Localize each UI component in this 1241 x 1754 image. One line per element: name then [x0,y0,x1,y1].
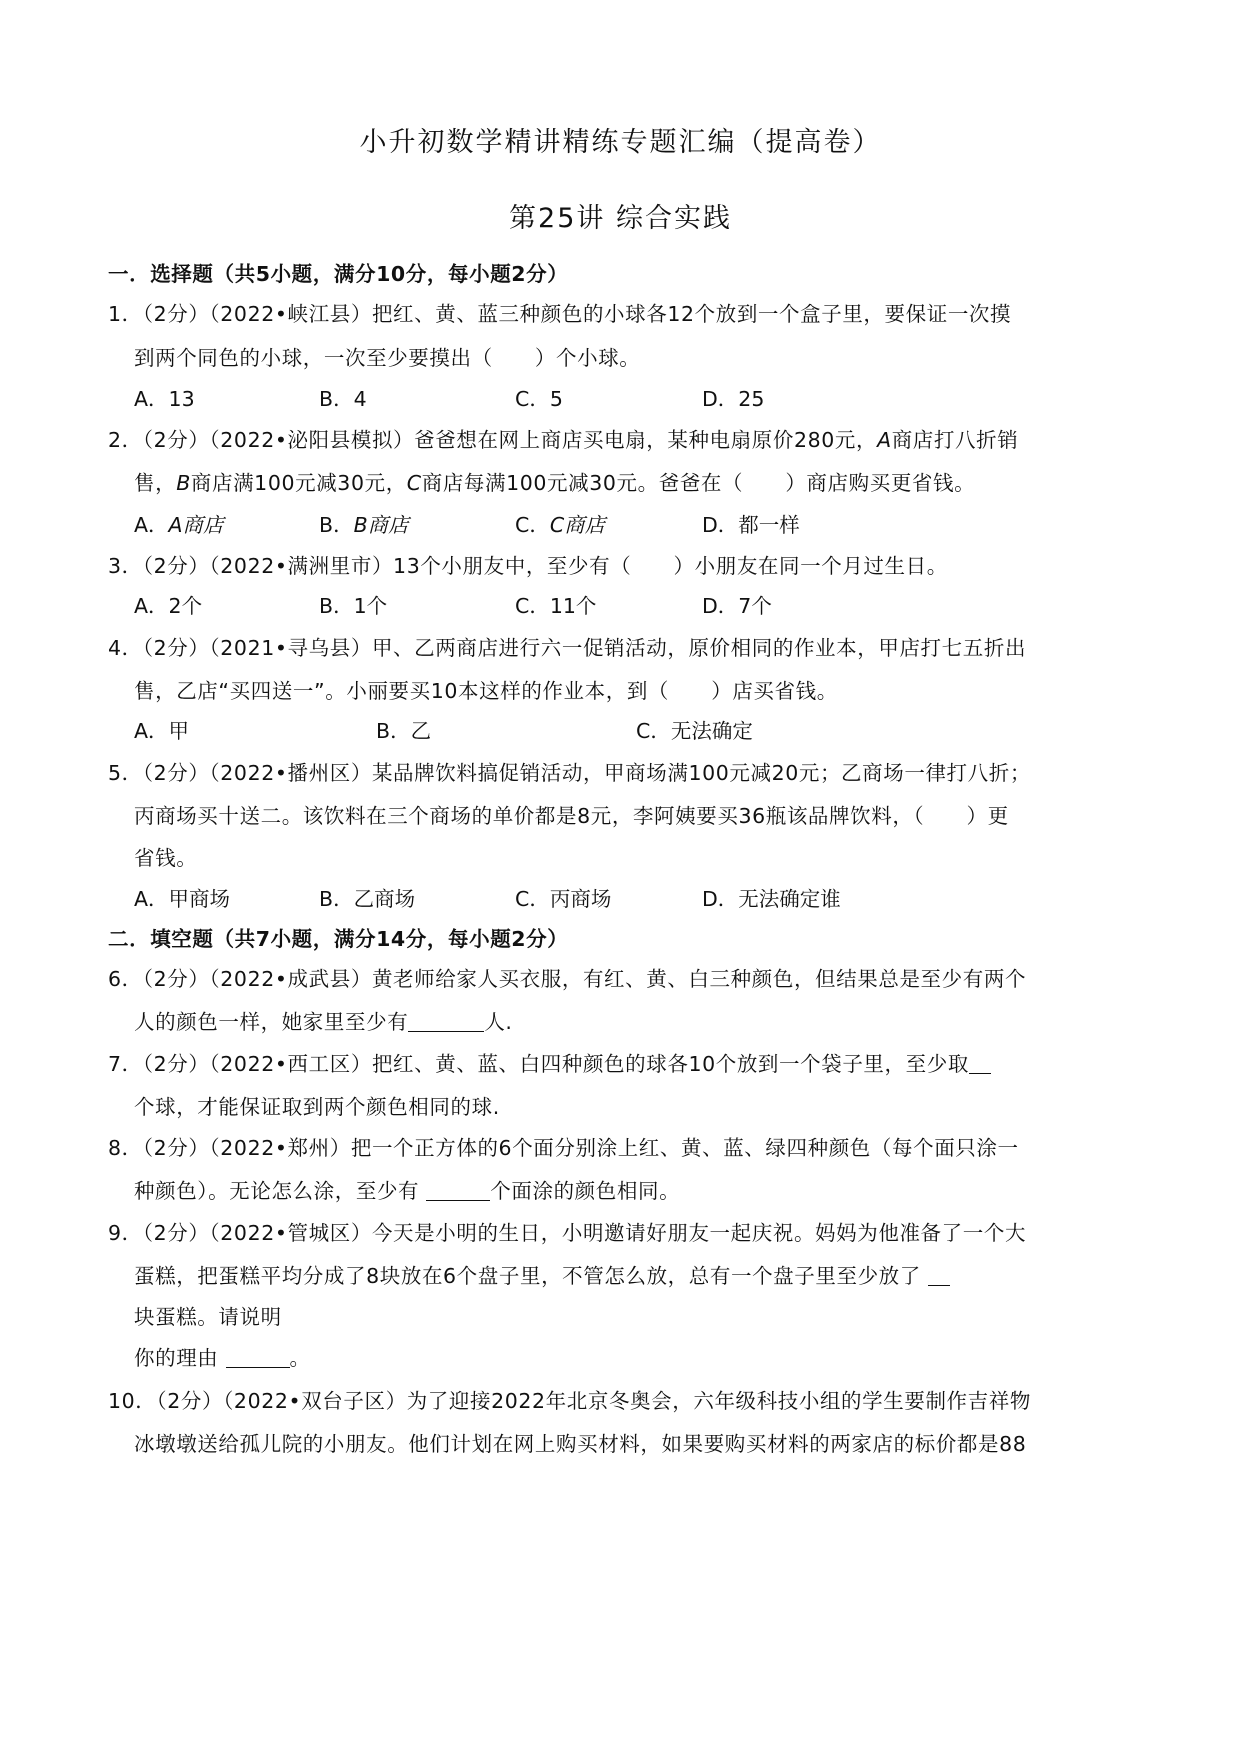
section-heading-fill: 二．填空题（共7小题，满分14分，每小题2分） [108,927,569,951]
q7-line-1-text: 7．（2分）（2022•西工区）把红、黄、蓝、白四种颜色的球各10个放到一个袋子里，至少取 [108,1052,969,1076]
q2-line-2-start: 售， [134,471,177,495]
q8-line-1: 8．（2分）（2022•郑州）把一个正方体的6个面分别涂上红、黄、蓝、绿四种颜色（每个面只涂一 [108,1136,1019,1160]
q4-line-1: 4．（2分）（2021•寻乌县）甲、乙两商店进行六一促销活动，原价相同的作业本，甲店打七五折出 [108,636,1027,660]
q1-option-b: B．4 [319,387,367,411]
q8-line-2 [134,1174,680,1204]
q5-line-1: 5．（2分）（2022•播州区）某品牌饮料搞促销活动，甲商场满100元减20元；乙商场一律打八折； [108,761,1031,785]
q6-line-2-text: 人的颜色一样，她家里至少有 [134,1010,409,1034]
q2-store-b: B [176,471,191,495]
q2-option-a [134,508,224,538]
lecture-subtitle: 第25讲 综合实践 [509,203,732,234]
q2-store-a: A [877,428,892,452]
q1-line-2: 到两个同色的小球，一次至少要摸出（ ）个小球。 [134,346,641,370]
q2-option-a-label: A． [134,513,169,537]
q4-line-2: 售，乙店“买四送一”。小丽要买10本这样的作业本，到（ ）店买省钱。 [134,679,838,703]
q6-line-2-end: 人. [484,1010,513,1034]
q2-line-1-end: 商店打八折销 [891,428,1019,452]
q5-option-c: C．丙商场 [515,887,612,911]
q2-option-d: D．都一样 [702,513,800,537]
q5-option-b: B．乙商场 [319,887,416,911]
q10-line-2: 冰墩墩送给孤儿院的小朋友。他们计划在网上购买材料，如果要购买材料的两家店的标价都是88 [134,1432,1027,1456]
q1-option-a: A．13 [134,387,195,411]
q5-option-d: D．无法确定谁 [702,887,841,911]
q2-line-2-end: 商店每满100元减30元。爸爸在（ ）商店购买更省钱。 [421,471,976,495]
q3-option-d: D．7个 [702,594,772,618]
q5-line-2: 丙商场买十送二。该饮料在三个商场的单价都是8元，李阿姨要买36瓶该品牌饮料，（ ）更 [134,804,1009,828]
q5-option-a: A．甲商场 [134,887,231,911]
q6-answer-blank [408,1011,484,1033]
q2-option-c [515,508,605,538]
q3-option-a: A．2个 [134,594,203,618]
q2-option-b [319,508,409,538]
q9-line-2 [134,1259,950,1289]
q7-line-2: 个球，才能保证取到两个颜色相同的球. [134,1095,500,1119]
q3-option-c: C．11个 [515,594,597,618]
q1-option-d: D．25 [702,387,765,411]
q4-option-c: C．无法确定 [636,719,753,743]
q9-line-3: 块蛋糕。请说明 [134,1305,282,1329]
q4-option-a: A．甲 [134,719,190,743]
q2-option-c-label: C． [515,513,550,537]
q6-line-1: 6．（2分）（2022•成武县）黄老师给家人买衣服，有红、黄、白三种颜色，但结果总是至少有两个 [108,967,1027,991]
q9-line-1: 9．（2分）（2022•管城区）今天是小明的生日，小明邀请好朋友一起庆祝。妈妈为他准备了一个大 [108,1221,1027,1245]
q2-option-a-text: A商店 [168,513,224,537]
q10-line-1: 10．（2分）（2022•双台子区）为了迎接2022年北京冬奥会，六年级科技小组的学生要制作吉祥物 [108,1389,1031,1413]
q9-reason-blank [226,1347,290,1369]
q9-line-4 [134,1341,311,1371]
q4-option-b: B．乙 [376,719,432,743]
q2-store-c: C [406,471,422,495]
q7-line-1 [108,1047,991,1077]
q3-line-1: 3．（2分）（2022•满洲里市）13个小朋友中，至少有（ ）小朋友在同一个月过生日。 [108,554,948,578]
q8-line-2-text: 种颜色）。无论怎么涂，至少有 [134,1179,427,1203]
q2-line-2-mid: 商店满100元减30元， [190,471,407,495]
q9-line-4-end: 。 [289,1346,311,1370]
q2-option-c-text: C商店 [549,513,606,537]
q2-line-2 [134,466,975,496]
q2-option-b-text: B商店 [353,513,409,537]
q2-option-b-label: B． [319,513,354,537]
q9-line-2-text: 蛋糕，把蛋糕平均分成了8块放在6个盘子里，不管怎么放，总有一个盘子里至少放了 [134,1264,928,1288]
document-title: 小升初数学精讲精练专题汇编（提高卷） [359,127,882,158]
q6-line-2 [134,1005,513,1035]
q9-line-4-text: 你的理由 [134,1346,226,1370]
q8-line-2-end: 个面涂的颜色相同。 [490,1179,681,1203]
q2-line-1-text: 2．（2分）（2022•泌阳县模拟）爸爸想在网上商店买电扇，某种电扇原价280元， [108,428,878,452]
q3-option-b: B．1个 [319,594,388,618]
q2-line-1 [108,423,1018,453]
q9-answer-blank [928,1265,950,1287]
q7-answer-blank [969,1053,991,1075]
q5-line-3: 省钱。 [134,846,198,870]
q8-answer-blank [426,1180,490,1202]
q1-option-c: C．5 [515,387,563,411]
section-heading-choice: 一．选择题（共5小题，满分10分，每小题2分） [108,262,569,286]
q1-line-1: 1．（2分）（2022•峡江县）把红、黄、蓝三种颜色的小球各12个放到一个盒子里，要保证一次摸 [108,302,1012,326]
